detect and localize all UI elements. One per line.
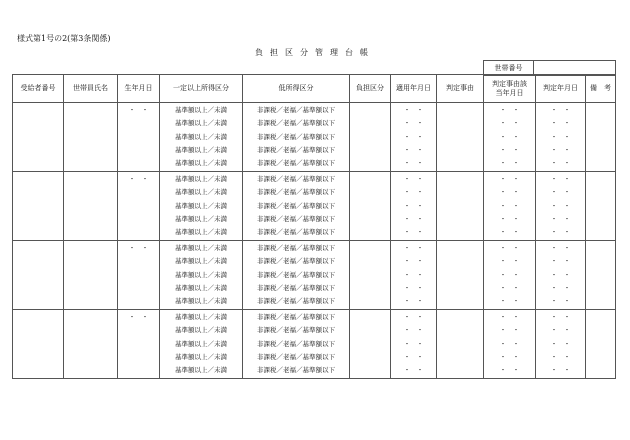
applied-date-option: ・ ・ bbox=[403, 132, 424, 141]
birth-date-cell[interactable] bbox=[118, 241, 160, 310]
applied-date-option: ・ ・ bbox=[403, 119, 424, 128]
judgment-reason-cell[interactable] bbox=[437, 103, 484, 172]
low-income-cell[interactable] bbox=[243, 172, 350, 241]
judged-date-cell[interactable] bbox=[536, 103, 586, 172]
low-income-option: 非課税／老福／基準額以下 bbox=[257, 244, 335, 252]
income-over-cell[interactable] bbox=[160, 172, 243, 241]
judgment-date-cell[interactable] bbox=[484, 103, 536, 172]
judged-date-option: ・ ・ bbox=[550, 201, 571, 210]
low-income-option: 非課税／老福／基準額以下 bbox=[257, 228, 335, 237]
income-over-option: 基準額以上／未満 bbox=[175, 352, 227, 361]
applied-date-option: ・ ・ bbox=[403, 106, 424, 114]
judgment-reason-cell[interactable] bbox=[437, 310, 484, 379]
col-income-over-class: 一定以上所得区分 bbox=[160, 75, 243, 103]
low-income-option: 非課税／老福／基準額以下 bbox=[257, 270, 335, 279]
low-income-option: 非課税／老福／基準額以下 bbox=[257, 119, 335, 128]
birth-date-cell[interactable] bbox=[118, 103, 160, 172]
applied-date-option: ・ ・ bbox=[403, 326, 424, 335]
judged-date-option: ・ ・ bbox=[550, 270, 571, 279]
judgment-date-option: ・ ・ bbox=[499, 106, 520, 114]
applied-date-cell[interactable] bbox=[391, 241, 437, 310]
col-judgment-date-line2: 当年月日 bbox=[495, 88, 524, 97]
judgment-date-option: ・ ・ bbox=[499, 366, 520, 375]
col-judgment-reason: 判定事由 bbox=[437, 75, 484, 103]
low-income-option: 非課税／老福／基準額以下 bbox=[257, 352, 335, 361]
judged-date-option: ・ ・ bbox=[550, 326, 571, 335]
judged-date-option: ・ ・ bbox=[550, 175, 571, 183]
applied-date-option: ・ ・ bbox=[403, 366, 424, 375]
applied-date-option: ・ ・ bbox=[403, 159, 424, 168]
judgment-date-option: ・ ・ bbox=[499, 119, 520, 128]
low-income-option: 非課税／老福／基準額以下 bbox=[257, 159, 335, 168]
income-over-option: 基準額以上／未満 bbox=[175, 257, 227, 266]
col-low-income-class: 低所得区分 bbox=[243, 75, 350, 103]
applied-date-cell[interactable] bbox=[391, 172, 437, 241]
income-over-cell[interactable] bbox=[160, 310, 243, 379]
recipient-number-cell[interactable] bbox=[13, 241, 64, 310]
burden-class-cell[interactable] bbox=[350, 172, 391, 241]
judgment-reason-cell[interactable] bbox=[437, 172, 484, 241]
remarks-cell[interactable] bbox=[586, 310, 616, 379]
low-income-option: 非課税／老福／基準額以下 bbox=[257, 145, 335, 154]
low-income-option: 非課税／老福／基準額以下 bbox=[257, 175, 335, 183]
income-over-option: 基準額以上／未満 bbox=[175, 119, 227, 128]
judgment-date-option: ・ ・ bbox=[499, 175, 520, 183]
income-over-option: 基準額以上／未満 bbox=[175, 159, 227, 168]
income-over-option: 基準額以上／未満 bbox=[175, 244, 227, 252]
low-income-option: 非課税／老福／基準額以下 bbox=[257, 132, 335, 141]
applied-date-option: ・ ・ bbox=[403, 201, 424, 210]
judgment-date-option: ・ ・ bbox=[499, 228, 520, 237]
judged-date-option: ・ ・ bbox=[550, 244, 571, 252]
judgment-date-option: ・ ・ bbox=[499, 313, 520, 321]
judged-date-option: ・ ・ bbox=[550, 257, 571, 266]
judgment-date-cell[interactable] bbox=[484, 172, 536, 241]
judged-date-option: ・ ・ bbox=[550, 106, 571, 114]
form-number: 様式第1号の2(第3条関係) bbox=[17, 34, 111, 43]
income-over-option: 基準額以上／未満 bbox=[175, 366, 227, 375]
household-member-cell[interactable] bbox=[64, 241, 118, 310]
entry-block bbox=[13, 310, 616, 379]
entry-block bbox=[13, 241, 616, 310]
recipient-number-cell[interactable] bbox=[13, 172, 64, 241]
income-over-option: 基準額以上／未満 bbox=[175, 283, 227, 292]
recipient-number-cell[interactable] bbox=[13, 310, 64, 379]
judgment-date-option: ・ ・ bbox=[499, 297, 520, 306]
judgment-date-option: ・ ・ bbox=[499, 326, 520, 335]
judged-date-option: ・ ・ bbox=[550, 297, 571, 306]
judgment-date-option: ・ ・ bbox=[499, 145, 520, 154]
birth-date-option: ・ ・ bbox=[128, 313, 149, 321]
judged-date-cell[interactable] bbox=[536, 172, 586, 241]
judgment-date-option: ・ ・ bbox=[499, 188, 520, 197]
judgment-date-option: ・ ・ bbox=[499, 352, 520, 361]
income-over-option: 基準額以上／未満 bbox=[175, 201, 227, 210]
low-income-option: 非課税／老福／基準額以下 bbox=[257, 106, 335, 114]
col-household-member: 世帯員氏名 bbox=[64, 75, 118, 103]
entry-block bbox=[13, 172, 616, 241]
judged-date-option: ・ ・ bbox=[550, 132, 571, 141]
low-income-cell[interactable] bbox=[243, 241, 350, 310]
burden-class-cell[interactable] bbox=[350, 241, 391, 310]
income-over-option: 基準額以上／未満 bbox=[175, 175, 227, 183]
income-over-option: 基準額以上／未満 bbox=[175, 326, 227, 335]
form-title: 負担区分管理台帳 bbox=[255, 48, 375, 57]
entry-block bbox=[13, 103, 616, 172]
low-income-option: 非課税／老福／基準額以下 bbox=[257, 313, 335, 321]
applied-date-option: ・ ・ bbox=[403, 339, 424, 348]
birth-date-option: ・ ・ bbox=[128, 106, 149, 114]
judged-date-option: ・ ・ bbox=[550, 313, 571, 321]
header-row bbox=[13, 75, 616, 103]
judgment-date-option: ・ ・ bbox=[499, 244, 520, 252]
remarks-cell[interactable] bbox=[586, 103, 616, 172]
low-income-option: 非課税／老福／基準額以下 bbox=[257, 283, 335, 292]
birth-date-cell[interactable] bbox=[118, 172, 160, 241]
judgment-date-option: ・ ・ bbox=[499, 339, 520, 348]
applied-date-option: ・ ・ bbox=[403, 175, 424, 183]
judgment-date-option: ・ ・ bbox=[499, 201, 520, 210]
judged-date-option: ・ ・ bbox=[550, 228, 571, 237]
birth-date-option: ・ ・ bbox=[128, 244, 149, 252]
judgment-date-cell[interactable] bbox=[484, 241, 536, 310]
col-recipient-number: 受給者番号 bbox=[13, 75, 64, 103]
judged-date-option: ・ ・ bbox=[550, 188, 571, 197]
judgment-date-cell[interactable] bbox=[484, 310, 536, 379]
recipient-number-cell[interactable] bbox=[13, 103, 64, 172]
burden-register-table bbox=[12, 74, 616, 379]
col-judgment-date bbox=[484, 75, 536, 103]
judged-date-cell[interactable] bbox=[536, 241, 586, 310]
judgment-date-option: ・ ・ bbox=[499, 270, 520, 279]
low-income-option: 非課税／老福／基準額以下 bbox=[257, 201, 335, 210]
income-over-option: 基準額以上／未満 bbox=[175, 270, 227, 279]
applied-date-option: ・ ・ bbox=[403, 313, 424, 321]
income-over-option: 基準額以上／未満 bbox=[175, 339, 227, 348]
remarks-cell[interactable] bbox=[586, 172, 616, 241]
col-judgment-date-line1: 判定事由該 bbox=[492, 79, 527, 88]
applied-date-option: ・ ・ bbox=[403, 228, 424, 237]
applied-date-cell[interactable] bbox=[391, 310, 437, 379]
judged-date-option: ・ ・ bbox=[550, 283, 571, 292]
judgment-date-option: ・ ・ bbox=[499, 257, 520, 266]
low-income-option: 非課税／老福／基準額以下 bbox=[257, 188, 335, 197]
applied-date-option: ・ ・ bbox=[403, 257, 424, 266]
birth-date-cell[interactable] bbox=[118, 310, 160, 379]
low-income-option: 非課税／老福／基準額以下 bbox=[257, 297, 335, 306]
judgment-date-option: ・ ・ bbox=[499, 283, 520, 292]
low-income-option: 非課税／老福／基準額以下 bbox=[257, 339, 335, 348]
household-number-label: 世帯番号 bbox=[484, 61, 534, 76]
applied-date-option: ・ ・ bbox=[403, 352, 424, 361]
col-remarks: 備 考 bbox=[586, 75, 616, 103]
applied-date-option: ・ ・ bbox=[403, 297, 424, 306]
applied-date-option: ・ ・ bbox=[403, 188, 424, 197]
judgment-date-option: ・ ・ bbox=[499, 132, 520, 141]
applied-date-option: ・ ・ bbox=[403, 283, 424, 292]
income-over-option: 基準額以上／未満 bbox=[175, 132, 227, 141]
judged-date-option: ・ ・ bbox=[550, 119, 571, 128]
judged-date-option: ・ ・ bbox=[550, 339, 571, 348]
income-over-option: 基準額以上／未満 bbox=[175, 297, 227, 306]
income-over-option: 基準額以上／未満 bbox=[175, 106, 227, 114]
remarks-cell[interactable] bbox=[586, 241, 616, 310]
burden-class-cell[interactable] bbox=[350, 310, 391, 379]
col-burden-class: 負担区分 bbox=[350, 75, 391, 103]
burden-class-cell[interactable] bbox=[350, 103, 391, 172]
applied-date-option: ・ ・ bbox=[403, 244, 424, 252]
col-birth-date: 生年月日 bbox=[118, 75, 160, 103]
applied-date-cell[interactable] bbox=[391, 103, 437, 172]
income-over-option: 基準額以上／未満 bbox=[175, 145, 227, 154]
judged-date-option: ・ ・ bbox=[550, 366, 571, 375]
judgment-date-option: ・ ・ bbox=[499, 214, 520, 223]
low-income-cell[interactable] bbox=[243, 310, 350, 379]
judged-date-option: ・ ・ bbox=[550, 352, 571, 361]
judged-date-option: ・ ・ bbox=[550, 145, 571, 154]
low-income-cell[interactable] bbox=[243, 103, 350, 172]
judged-date-option: ・ ・ bbox=[550, 214, 571, 223]
income-over-cell[interactable] bbox=[160, 103, 243, 172]
col-judged-date: 判定年月日 bbox=[536, 75, 586, 103]
judgment-date-option: ・ ・ bbox=[499, 159, 520, 168]
low-income-option: 非課税／老福／基準額以下 bbox=[257, 366, 335, 375]
household-member-cell[interactable] bbox=[64, 172, 118, 241]
judgment-reason-cell[interactable] bbox=[437, 241, 484, 310]
low-income-option: 非課税／老福／基準額以下 bbox=[257, 257, 335, 266]
applied-date-option: ・ ・ bbox=[403, 270, 424, 279]
household-member-cell[interactable] bbox=[64, 310, 118, 379]
applied-date-option: ・ ・ bbox=[403, 214, 424, 223]
income-over-cell[interactable] bbox=[160, 241, 243, 310]
col-applied-date: 適用年月日 bbox=[391, 75, 437, 103]
income-over-option: 基準額以上／未満 bbox=[175, 228, 227, 237]
low-income-option: 非課税／老福／基準額以下 bbox=[257, 214, 335, 223]
income-over-option: 基準額以上／未満 bbox=[175, 214, 227, 223]
household-member-cell[interactable] bbox=[64, 103, 118, 172]
low-income-option: 非課税／老福／基準額以下 bbox=[257, 326, 335, 335]
income-over-option: 基準額以上／未満 bbox=[175, 188, 227, 197]
applied-date-option: ・ ・ bbox=[403, 145, 424, 154]
birth-date-option: ・ ・ bbox=[128, 175, 149, 183]
judged-date-option: ・ ・ bbox=[550, 159, 571, 168]
income-over-option: 基準額以上／未満 bbox=[175, 313, 227, 321]
judged-date-cell[interactable] bbox=[536, 310, 586, 379]
